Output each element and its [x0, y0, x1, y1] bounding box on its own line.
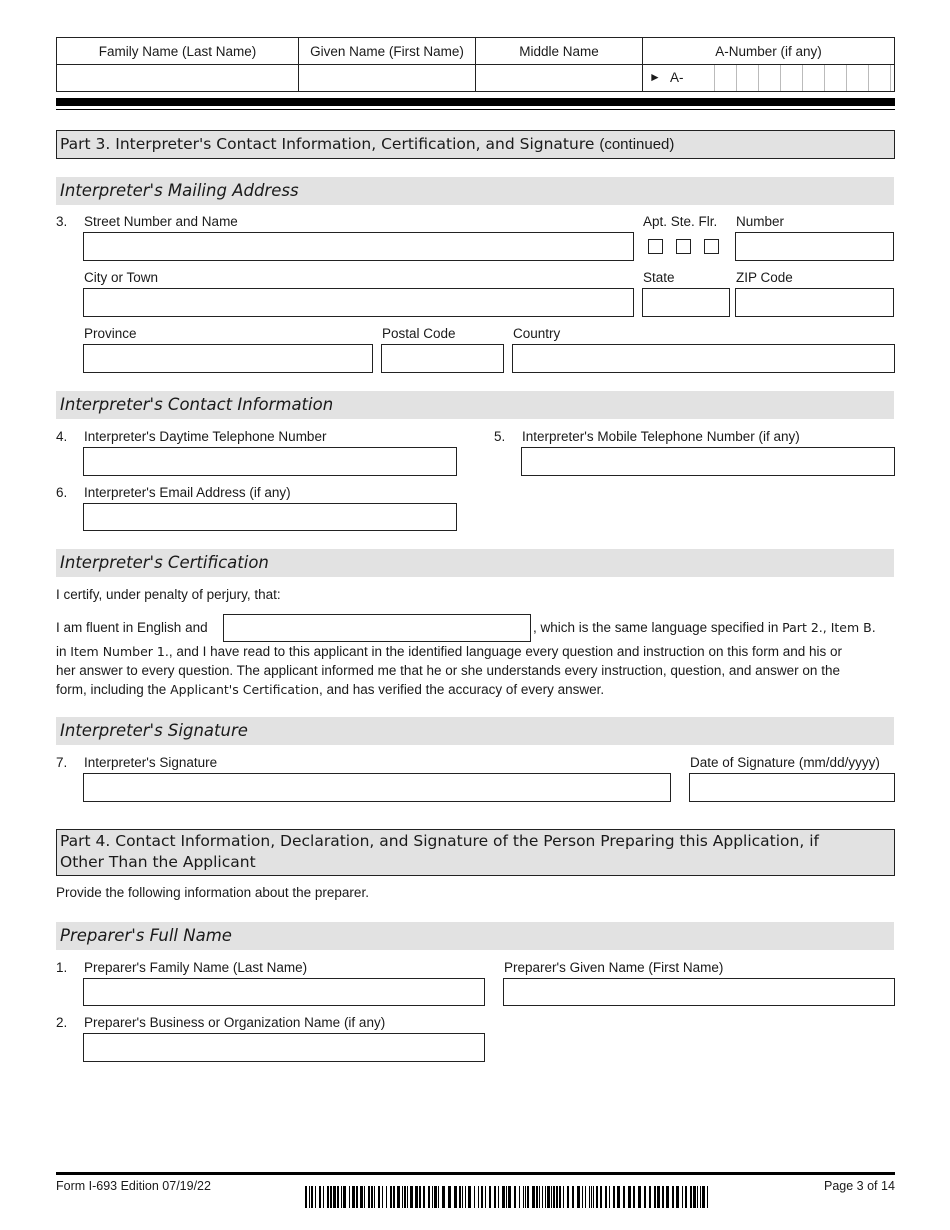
preparer-family-input[interactable] [83, 978, 485, 1006]
preparer-business-input[interactable] [83, 1033, 485, 1062]
certification-heading [56, 549, 894, 577]
zip-input-control[interactable] [736, 289, 893, 316]
postal-input-control[interactable] [382, 345, 503, 372]
country-label: Country [513, 326, 561, 341]
city-label: City or Town [84, 270, 159, 285]
part4-title [56, 829, 895, 876]
header-rule-thick [56, 98, 895, 106]
fluent-text-pre: I am fluent in English and [56, 620, 208, 635]
applicant-id-table [56, 37, 895, 92]
ref-item-number-1: Item Number 1. [70, 644, 169, 659]
preparer-given-label: Preparer's Given Name (First Name) [504, 960, 724, 975]
daytime-phone-label: Interpreter's Daytime Telephone Number [84, 429, 327, 444]
city-input-control[interactable] [84, 289, 633, 316]
preparer-family-input-control[interactable] [84, 979, 484, 1005]
signature-date-input[interactable] [689, 773, 895, 802]
cert-line-3: her answer to every question. The applicant informed me that he or she understands every instruction, question, and answer on the [56, 663, 840, 678]
item-number-7: 7. [56, 755, 68, 770]
preparer-name-heading-text: Preparer's Full Name [60, 926, 232, 945]
cert-line2-post: , and I have read to this applicant in the identified language every question and instruction on this form and his or [168, 644, 843, 659]
a-number-prefix: A- [670, 70, 684, 85]
header-rule-thin [56, 109, 895, 110]
middle-name-value[interactable] [476, 65, 643, 92]
preparer-business-label: Preparer's Business or Organization Name (if any) [84, 1015, 386, 1030]
given-name-header: Given Name (First Name) [299, 38, 476, 65]
item-number-5: 5. [494, 429, 506, 444]
daytime-phone-input[interactable] [83, 447, 457, 476]
province-input[interactable] [83, 344, 373, 373]
page-number: Page 3 of 14 [824, 1179, 895, 1193]
part4-title-line2: Other Than the Applicant [60, 853, 256, 871]
item-number-4: 4. [56, 429, 68, 444]
ref-part2-item-b: Part 2., Item B. [782, 620, 876, 635]
preparer-business-input-control[interactable] [84, 1034, 484, 1061]
street-input[interactable] [83, 232, 634, 261]
language-input-control[interactable] [224, 615, 530, 641]
contact-info-heading-text: Interpreter's Contact Information [60, 395, 334, 414]
zip-input[interactable] [735, 288, 894, 317]
item-number-3: 3. [56, 214, 68, 229]
certification-intro: I certify, under penalty of perjury, that: [56, 587, 281, 602]
mobile-phone-input[interactable] [521, 447, 895, 476]
postal-input[interactable] [381, 344, 504, 373]
ste-checkbox[interactable] [676, 239, 691, 254]
country-input-control[interactable] [513, 345, 894, 372]
apt-number-input[interactable] [735, 232, 894, 261]
part3-title-text: Part 3. Interpreter's Contact Information, Certification, and Signature [60, 135, 595, 153]
apt-number-input-control[interactable] [736, 233, 893, 260]
signature-heading-text: Interpreter's Signature [60, 721, 248, 740]
postal-label: Postal Code [382, 326, 456, 341]
preparer-given-input[interactable] [503, 978, 895, 1006]
signature-date-input-control[interactable] [690, 774, 894, 801]
item-number-6: 6. [56, 485, 68, 500]
given-name-value[interactable] [299, 65, 476, 92]
city-input[interactable] [83, 288, 634, 317]
a-number-header: A-Number (if any) [643, 38, 895, 65]
cert-line4-pre: form, including the [56, 682, 167, 697]
mobile-phone-input-control[interactable] [522, 448, 894, 475]
street-label: Street Number and Name [84, 214, 238, 229]
signature-input[interactable] [83, 773, 671, 802]
arrow-icon: ► [649, 70, 661, 84]
state-select[interactable] [642, 288, 730, 317]
family-name-value[interactable] [57, 65, 299, 92]
signature-label: Interpreter's Signature [84, 755, 218, 770]
cert-line4-post: , and has verified the accuracy of every answer. [319, 682, 605, 697]
zip-label: ZIP Code [736, 270, 793, 285]
number-label: Number [736, 214, 785, 229]
daytime-phone-input-control[interactable] [84, 448, 456, 475]
item-number-1: 1. [56, 960, 68, 975]
item-number-2: 2. [56, 1015, 68, 1030]
middle-name-header: Middle Name [476, 38, 643, 65]
preparer-given-input-control[interactable] [504, 979, 894, 1005]
province-input-control[interactable] [84, 345, 372, 372]
mobile-phone-label: Interpreter's Mobile Telephone Number (if any) [522, 429, 800, 444]
cert-line2-pre: in [56, 644, 67, 659]
flr-checkbox[interactable] [704, 239, 719, 254]
family-name-header: Family Name (Last Name) [57, 38, 299, 65]
apt-checkbox[interactable] [648, 239, 663, 254]
part3-title [56, 130, 895, 159]
province-label: Province [84, 326, 137, 341]
street-input-control[interactable] [84, 233, 633, 260]
certification-paragraph [56, 642, 896, 699]
apt-ste-flr-label: Apt. Ste. Flr. [643, 214, 718, 229]
mailing-address-heading-text: Interpreter's Mailing Address [60, 181, 299, 200]
language-input[interactable] [223, 614, 531, 642]
certification-heading-text: Interpreter's Certification [60, 553, 269, 572]
mailing-address-heading [56, 177, 894, 205]
state-label: State [643, 270, 675, 285]
signature-heading [56, 717, 894, 745]
a-number-value[interactable] [643, 65, 895, 92]
email-input[interactable] [83, 503, 457, 531]
email-input-control[interactable] [84, 504, 456, 530]
part4-intro: Provide the following information about the preparer. [56, 885, 369, 900]
footer-rule [56, 1172, 895, 1175]
email-label: Interpreter's Email Address (if any) [84, 485, 291, 500]
fluent-text-post [533, 620, 876, 635]
cert-line-4 [56, 680, 896, 699]
signature-date-label: Date of Signature (mm/dd/yyyy) [690, 755, 880, 770]
cert-line-2 [56, 642, 896, 661]
country-input[interactable] [512, 344, 895, 373]
fluent-post-text: , which is the same language specified in [533, 620, 779, 635]
preparer-family-label: Preparer's Family Name (Last Name) [84, 960, 308, 975]
barcode-icon [305, 1186, 713, 1208]
contact-info-heading [56, 391, 894, 419]
a-number-digit-boxes [693, 65, 894, 91]
preparer-name-heading [56, 922, 894, 950]
ref-applicant-certification: Applicant's Certification [170, 682, 320, 697]
part3-title-suffix: (continued) [599, 136, 675, 153]
form-edition: Form I-693 Edition 07/19/22 [56, 1179, 211, 1193]
part4-title-line1: Part 4. Contact Information, Declaration, and Signature of the Person Preparing this Application, if [60, 832, 819, 850]
